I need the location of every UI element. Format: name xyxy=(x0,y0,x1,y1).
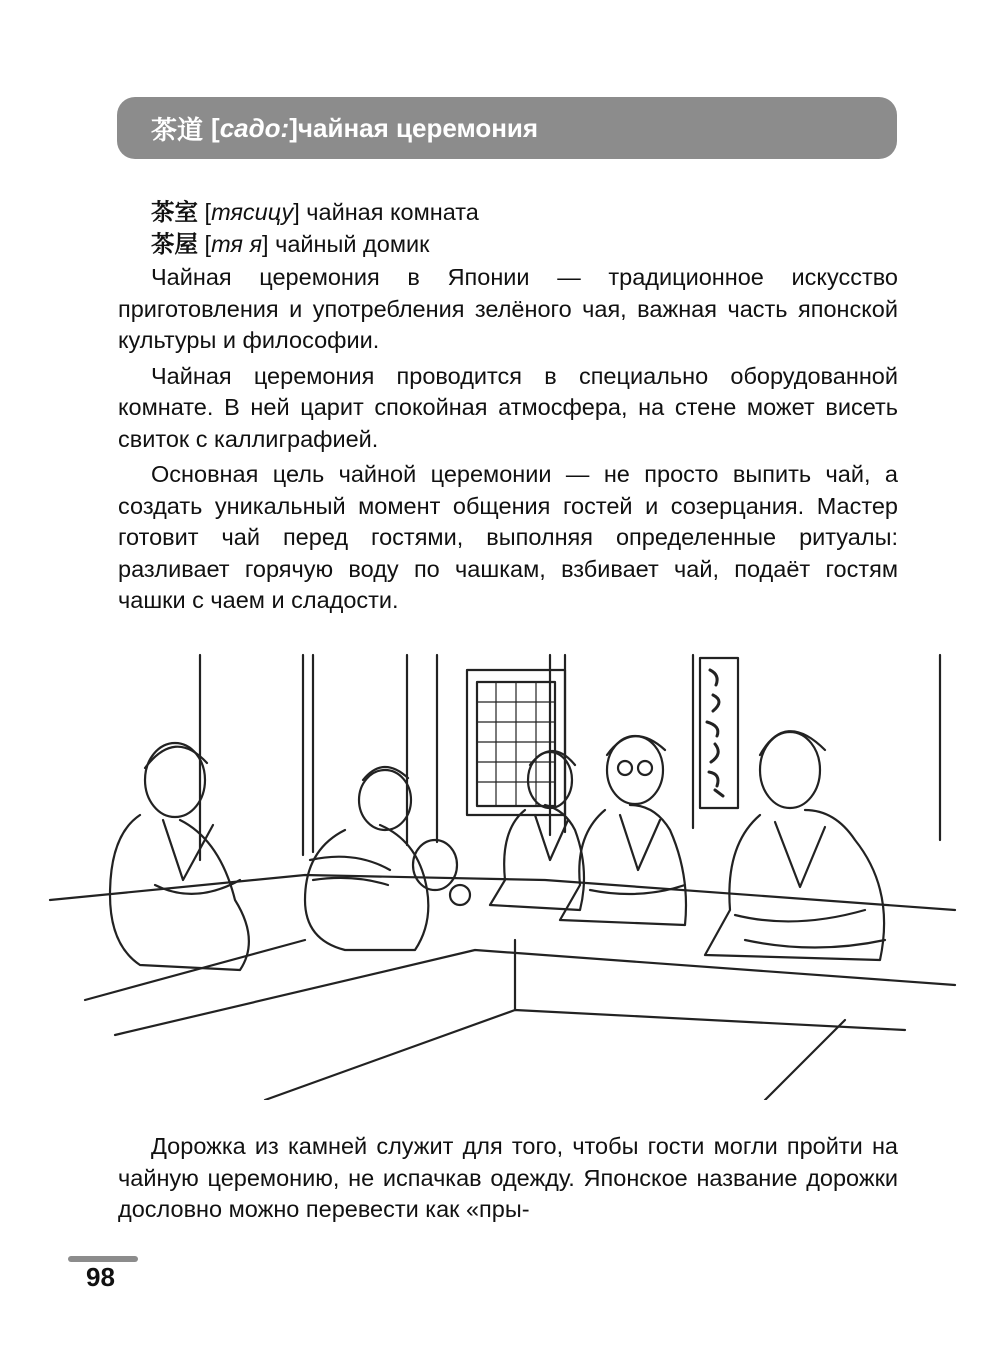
paragraph-4: Дорожка из камней служит для того, чтобы гости могли пройти на чайную церемонию, не испачкав одежду. Японское название дорожки дословно можно перевести как «пры- xyxy=(118,1133,898,1222)
term-reading: тя я xyxy=(211,230,263,257)
figure-right-guest xyxy=(705,731,885,960)
term-meaning: чайный домик xyxy=(268,230,430,257)
figure-host xyxy=(305,767,470,950)
header-title: чайная церемония xyxy=(297,112,539,143)
page-number: 98 xyxy=(86,1262,115,1292)
header-kanji: 茶道 xyxy=(151,115,204,146)
room-lines xyxy=(50,655,955,1100)
figure-man-glasses xyxy=(560,736,686,925)
term-bracket: ] xyxy=(293,199,300,225)
paragraph-2: Чайная церемония проводится в специально оборудованной комнате. В ней царит спокойная атмосфера, на стене может висеть свиток с каллиграфией. xyxy=(118,362,898,452)
header-bracket-open: [ xyxy=(211,112,220,143)
bottom-text xyxy=(118,1131,898,1230)
term-reading: тясицу xyxy=(211,199,294,225)
figure-middle-guest xyxy=(490,751,584,910)
term-bracket: ] xyxy=(262,230,269,257)
paragraph-3: Основная цель чайной церемонии — не просто выпить чай, а создать уникальный момент общения гостей и созерцания. Мастер готовит чай перед гостями, выполняя определенные ритуалы: разливает горячую воду по чашкам, взбивает чай, подаёт гостям чашки с чаем и сладости. xyxy=(118,461,898,613)
term-line-1 xyxy=(118,197,898,229)
tea-ceremony-illustration xyxy=(45,640,965,1100)
header-reading: садо: xyxy=(219,112,290,143)
term-meaning: чайная комната xyxy=(299,199,479,225)
main-text xyxy=(118,197,898,621)
header-bracket-close: ] xyxy=(289,112,298,143)
term-kanji: 茶屋 xyxy=(151,229,198,258)
paragraph-1: Чайная церемония в Японии — традиционное искусство приготовления и употребления зелёного чая, важная часть японской культуры и философии. xyxy=(118,264,898,353)
term-kanji: 茶室 xyxy=(151,198,198,226)
section-header xyxy=(117,97,897,159)
figure-left-guest xyxy=(110,743,249,970)
term-bracket: [ xyxy=(198,230,212,257)
term-bracket: [ xyxy=(198,199,212,225)
term-line-2 xyxy=(118,229,898,261)
